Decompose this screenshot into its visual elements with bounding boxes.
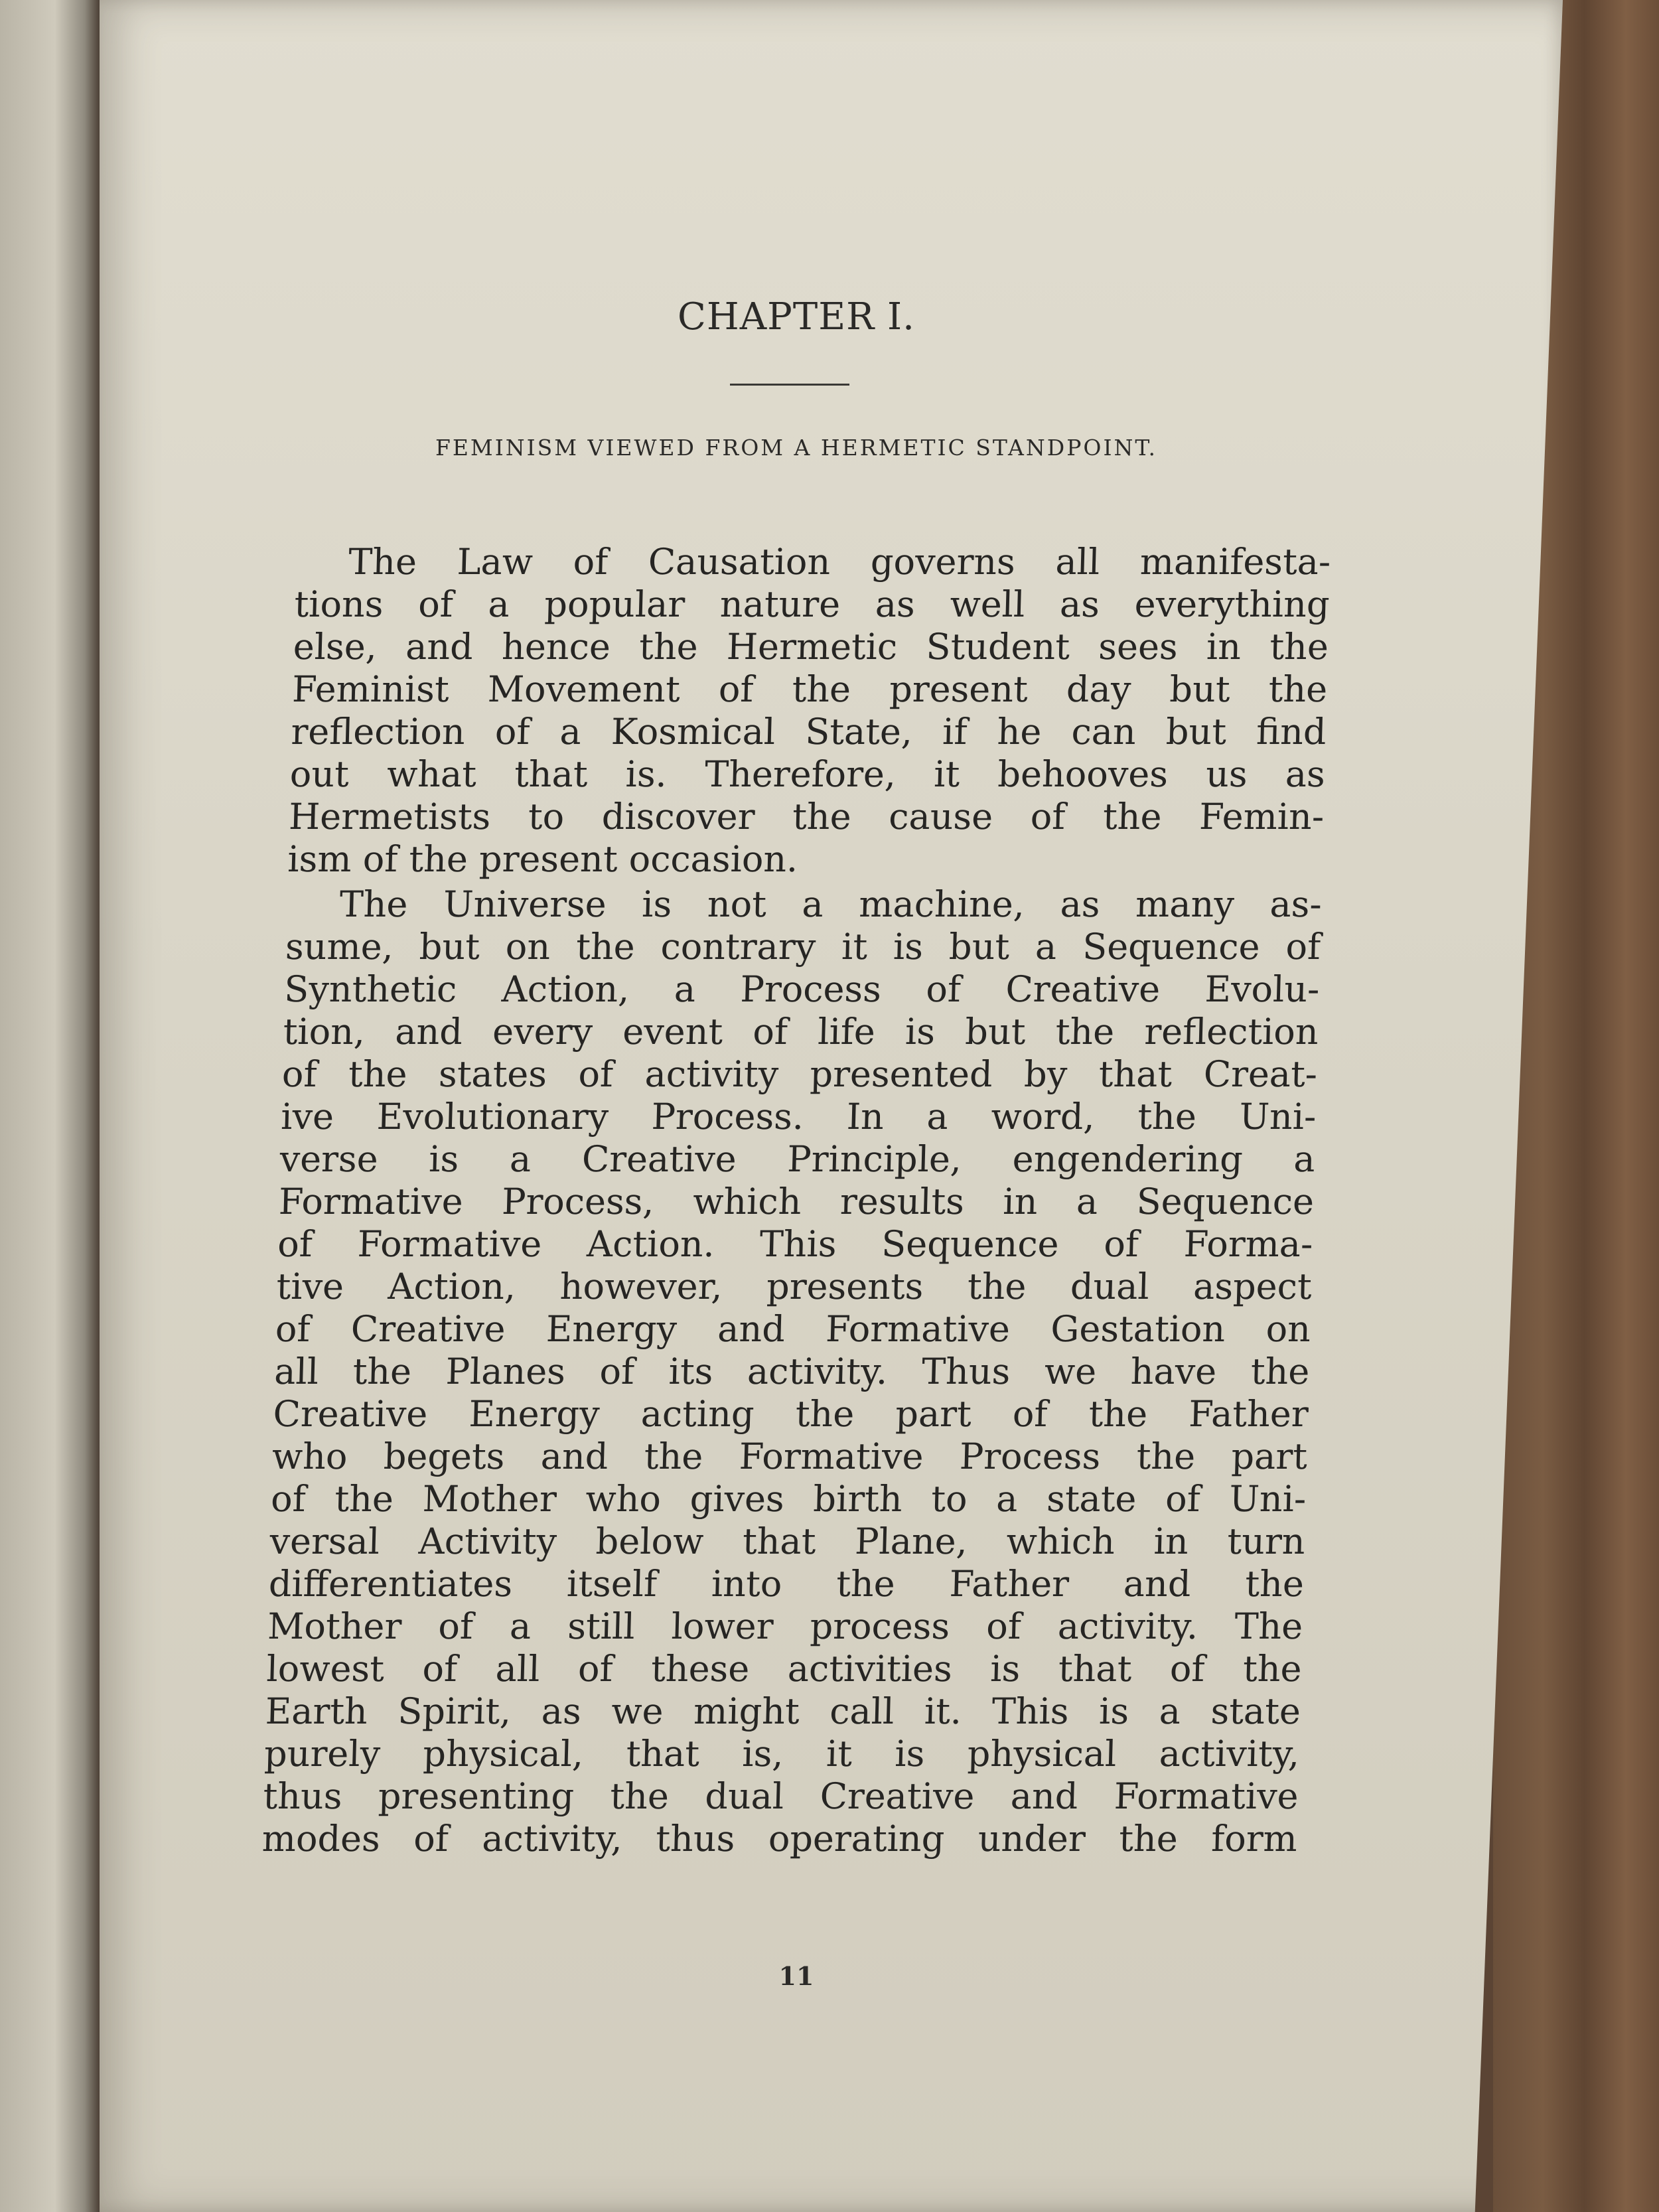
body-text (261, 541, 1331, 1863)
text-line: of Creative Energy and Formative Gestation on (275, 1308, 1311, 1350)
text-line: else, and hence the Hermetic Student sees in the (293, 626, 1329, 668)
text-line: lowest of all of these activities is that of the (265, 1648, 1303, 1690)
text-line: Synthetic Action, a Process of Creative Evolu- (283, 968, 1321, 1010)
chapter-heading: CHAPTER I. (678, 295, 915, 338)
text-line: all the Planes of its activity. Thus we have the (273, 1351, 1311, 1392)
text-line: Feminist Movement of the present day but the (291, 668, 1329, 710)
text-line: sume, but on the contrary it is but a Sequence of (285, 926, 1321, 968)
text-line: who begets and the Formative Process the part (271, 1436, 1308, 1477)
text-line: Mother of a still lower process of activity. The (267, 1605, 1304, 1647)
text-line: Formative Process, which results in a Sequence (278, 1181, 1315, 1222)
text-line: The Universe is not a machine, as many as- (338, 883, 1323, 925)
text-line: Creative Energy acting the part of the Father (272, 1393, 1309, 1435)
paragraph-1 (287, 541, 1331, 881)
chapter-rule (730, 384, 849, 386)
text-line: tions of a popular nature as well as everything (293, 583, 1331, 625)
text-line: tion, and every event of life is but the reflection (282, 1011, 1319, 1053)
text-line: The Law of Causation governs all manifesta- (348, 541, 1332, 583)
page-number: 11 (778, 1961, 814, 1991)
chapter-subtitle: FEMINISM VIEWED FROM A HERMETIC STANDPOINT. (435, 435, 1158, 461)
text-line: Earth Spirit, as we might call it. This is a state (265, 1690, 1301, 1732)
text-line: ism of the present occasion. (287, 838, 799, 880)
previous-page-edge (0, 0, 100, 2212)
text-line: reflection of a Kosmical State, if he can but find (290, 711, 1327, 753)
text-line: ive Evolutionary Process. In a word, the Uni- (280, 1096, 1317, 1138)
text-line: modes of activity, thus operating under the form (261, 1818, 1298, 1860)
text-line: versal Activity below that Plane, which in turn (269, 1520, 1306, 1562)
text-line: purely physical, that is, it is physical activity, (263, 1733, 1301, 1775)
text-line: of the states of activity presented by that Creat- (281, 1053, 1318, 1095)
text-line: verse is a Creative Principle, engendering a (279, 1138, 1316, 1180)
paragraph-2 (261, 883, 1323, 1860)
text-line: of Formative Action. This Sequence of Forma- (277, 1223, 1314, 1265)
text-line: differentiates itself into the Father and the (268, 1563, 1305, 1605)
text-line: tive Action, however, presents the dual aspect (275, 1266, 1313, 1307)
text-line: of the Mother who gives birth to a state of Uni- (270, 1478, 1307, 1520)
text-line: Hermetists to discover the cause of the Femin- (288, 796, 1325, 838)
text-line: out what that is. Therefore, it behooves us as (289, 753, 1326, 795)
text-line: thus presenting the dual Creative and Formative (262, 1775, 1299, 1817)
